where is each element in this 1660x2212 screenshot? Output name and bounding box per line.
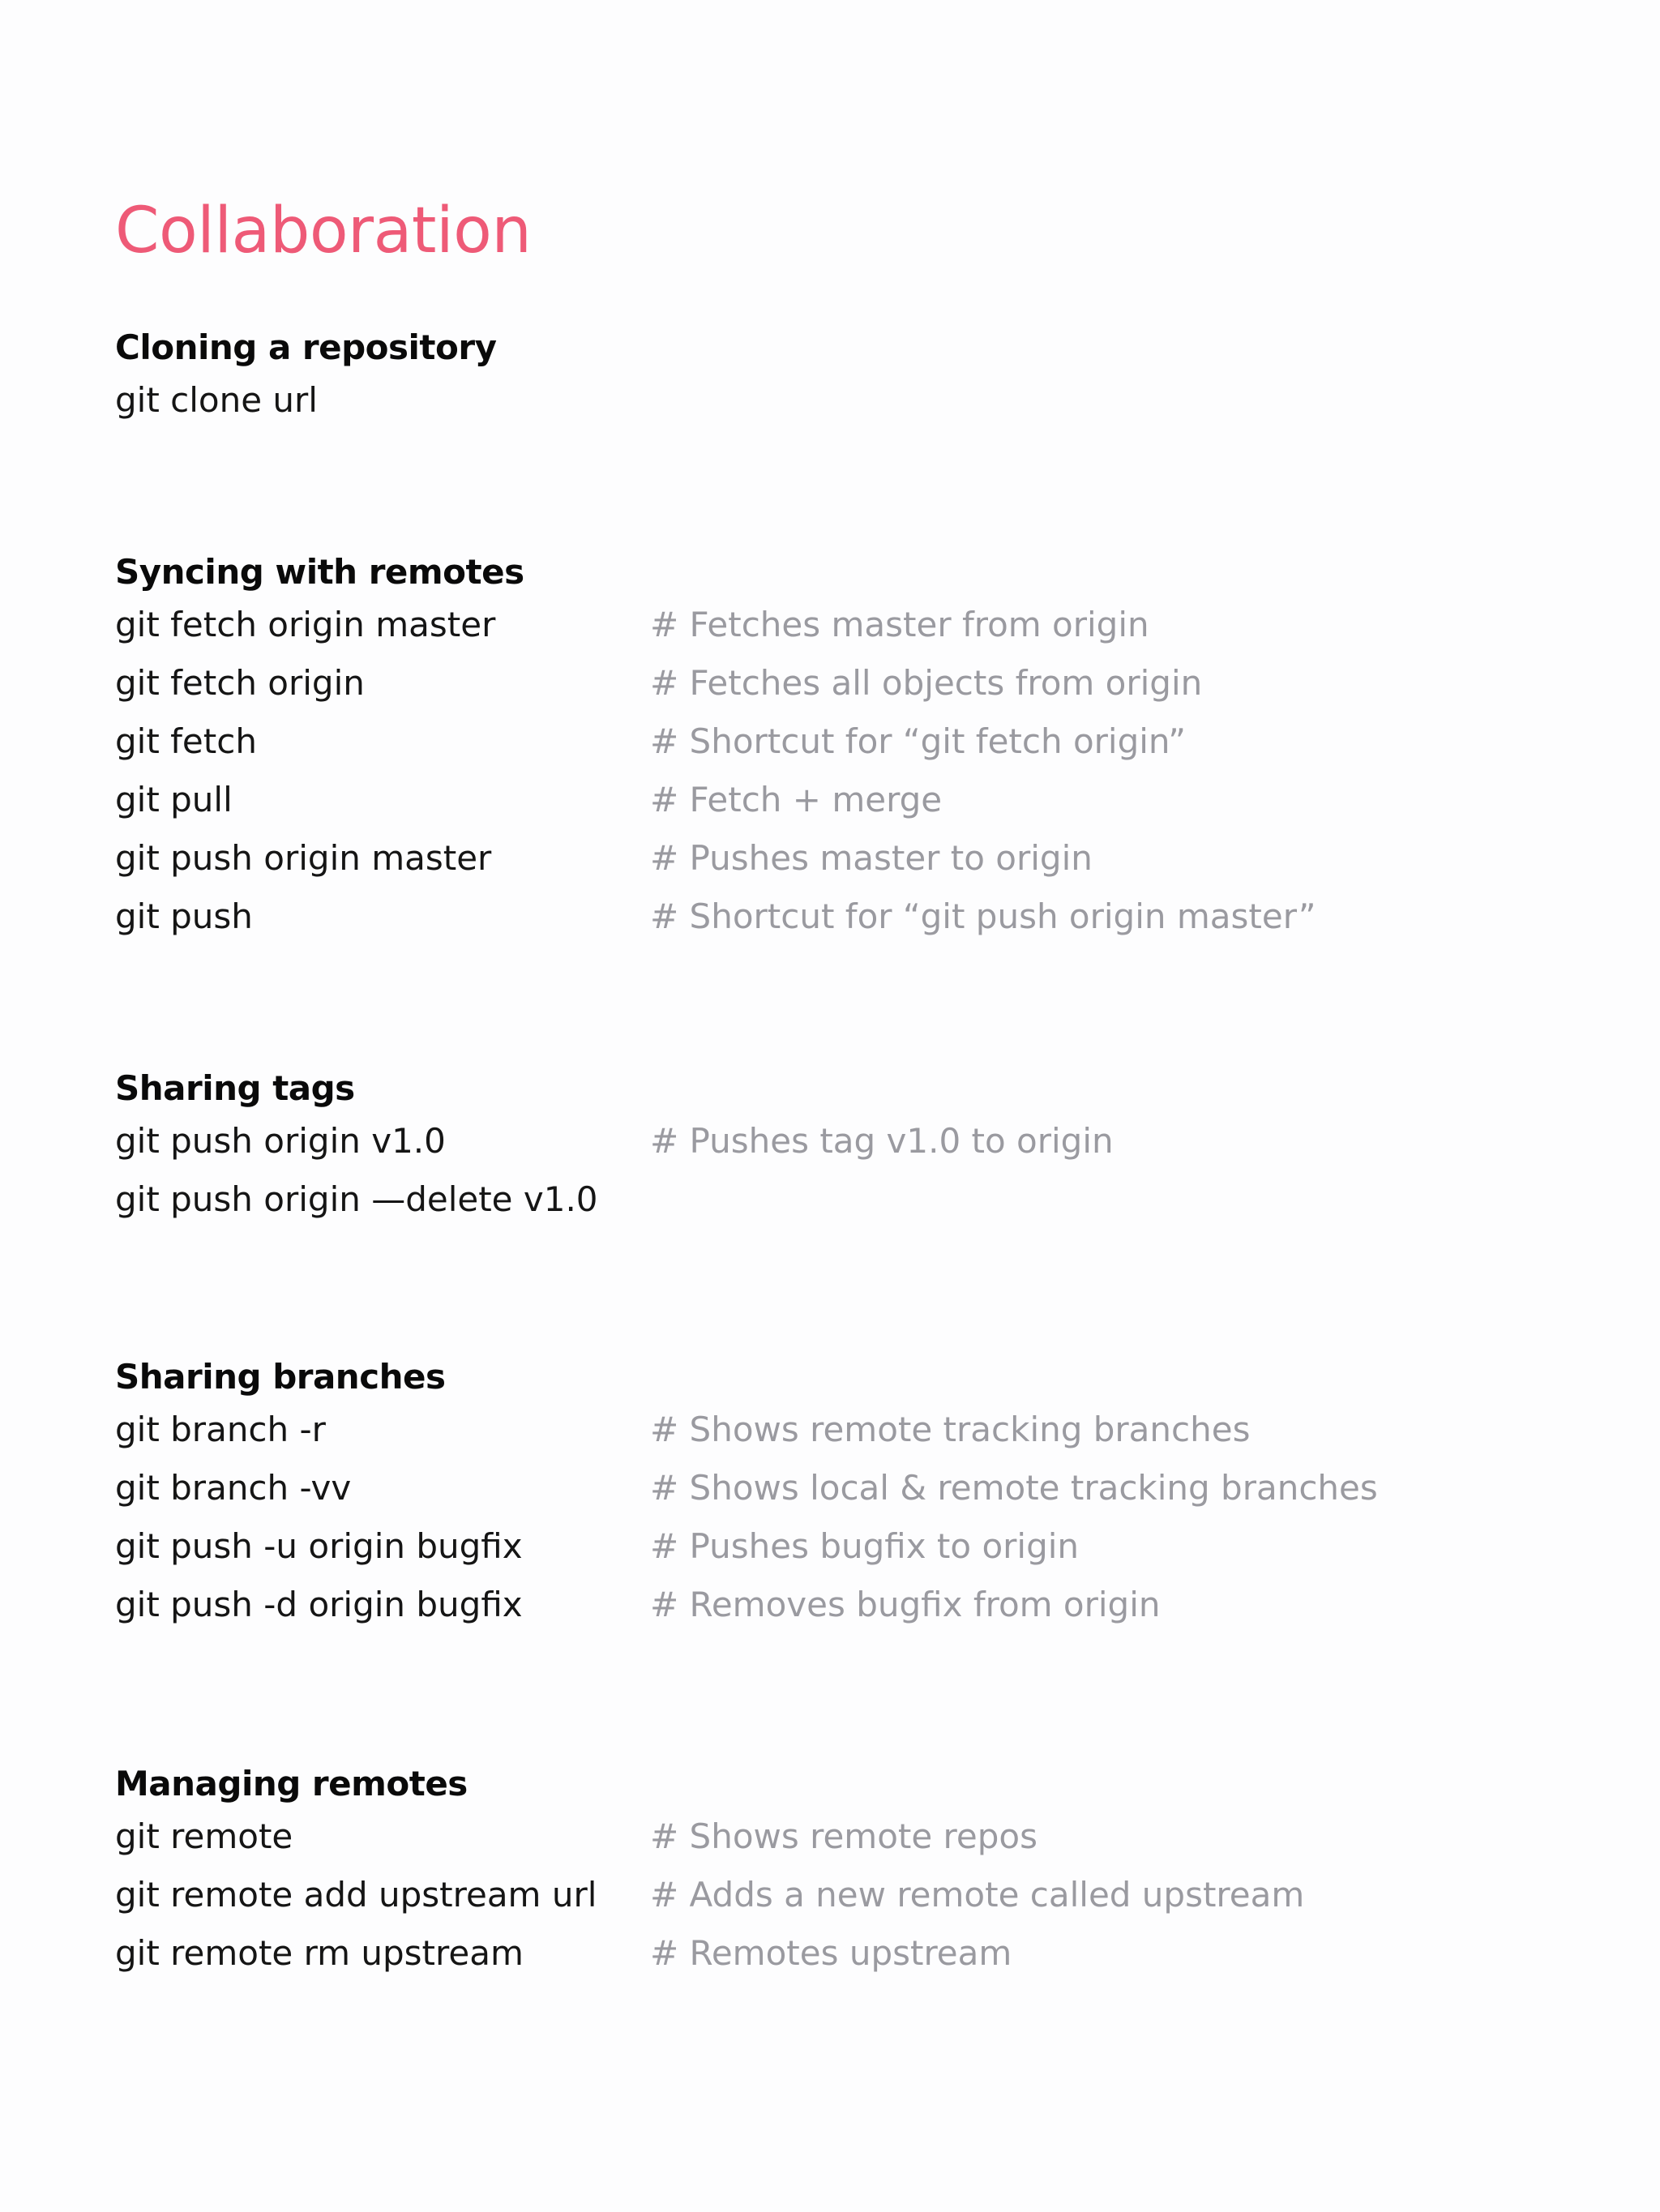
command-text: git branch -r [115, 1410, 326, 1449]
comment-text: # Fetch + merge [650, 780, 943, 819]
comment-text: # Remotes upstream [650, 1933, 1012, 1973]
list-item [115, 1924, 1574, 1983]
section-heading: Managing remotes [115, 1764, 468, 1803]
command-text: git remote [115, 1816, 293, 1856]
section-managing-remotes [115, 1761, 1574, 1983]
command-text: git fetch origin master [115, 605, 496, 644]
command-text: git push -u origin bugfix [115, 1526, 523, 1566]
list-item [115, 829, 1574, 888]
command-text: git fetch [115, 721, 257, 761]
list-item [115, 371, 1574, 430]
list-item [115, 712, 1574, 771]
section-cloning [115, 324, 1574, 430]
command-text: git fetch origin [115, 663, 365, 703]
list-item [115, 1576, 1574, 1634]
page-title: Collaboration [115, 195, 532, 267]
section-sharing-tags [115, 1065, 1574, 1229]
list-item [115, 1459, 1574, 1517]
section-heading: Cloning a repository [115, 327, 497, 367]
comment-text: # Removes bugfix from origin [650, 1585, 1161, 1624]
list-item [115, 1170, 1574, 1229]
comment-text: # Shortcut for “git push origin master” [650, 896, 1316, 936]
section-syncing [115, 549, 1574, 946]
command-text: git remote add upstream url [115, 1875, 597, 1915]
comment-text: # Shows local & remote tracking branches [650, 1468, 1378, 1508]
list-item [115, 1401, 1574, 1459]
list-item [115, 1808, 1574, 1866]
command-text: git pull [115, 780, 233, 819]
section-heading: Sharing tags [115, 1068, 355, 1108]
comment-text: # Fetches all objects from origin [650, 663, 1203, 703]
command-text: git push [115, 896, 253, 936]
command-text: git push origin master [115, 838, 492, 878]
list-item [115, 771, 1574, 829]
section-heading: Syncing with remotes [115, 552, 524, 592]
list-item [115, 1866, 1574, 1924]
comment-text: # Fetches master from origin [650, 605, 1149, 644]
command-text: git push -d origin bugfix [115, 1585, 523, 1624]
list-item [115, 1517, 1574, 1576]
list-item [115, 888, 1574, 946]
comment-text: # Pushes tag v1.0 to origin [650, 1121, 1114, 1161]
list-item [115, 596, 1574, 654]
command-text: git branch -vv [115, 1468, 352, 1508]
list-item [115, 654, 1574, 712]
list-item [115, 1112, 1574, 1170]
section-sharing-branches [115, 1354, 1574, 1634]
command-text: git push origin —delete v1.0 [115, 1179, 598, 1219]
comment-text: # Adds a new remote called upstream [650, 1875, 1305, 1915]
command-text: git clone url [115, 380, 318, 420]
command-text: git push origin v1.0 [115, 1121, 446, 1161]
comment-text: # Shortcut for “git fetch origin” [650, 721, 1186, 761]
section-heading: Sharing branches [115, 1357, 446, 1397]
comment-text: # Pushes bugfix to origin [650, 1526, 1080, 1566]
comment-text: # Pushes master to origin [650, 838, 1093, 878]
comment-text: # Shows remote tracking branches [650, 1410, 1251, 1449]
command-text: git remote rm upstream [115, 1933, 524, 1973]
comment-text: # Shows remote repos [650, 1816, 1038, 1856]
